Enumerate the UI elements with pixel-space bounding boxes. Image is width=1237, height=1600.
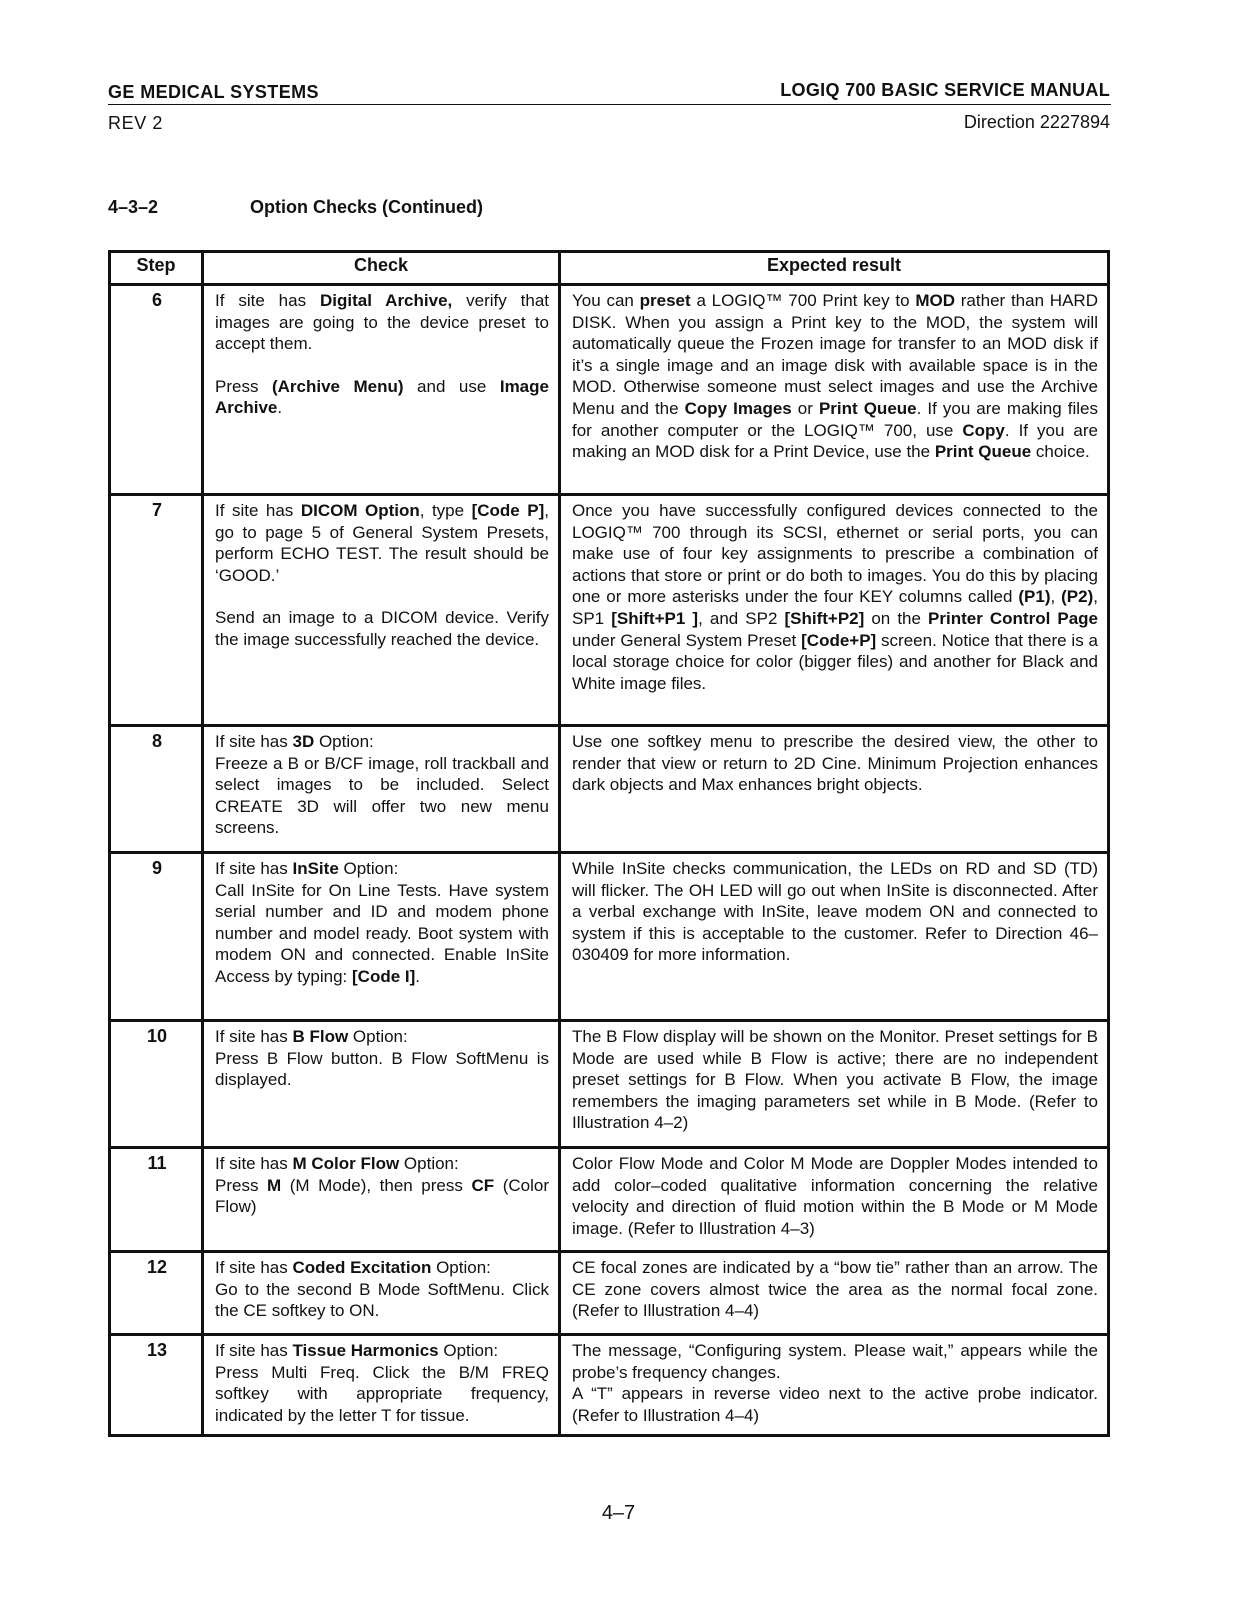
check-cell bbox=[203, 1021, 560, 1148]
check-text: Call InSite for On Line Tests. Have system serial number and ID and modem phone number and model ready. Boot system with modem ON and connected. Enable InSite Access by typing: bbox=[215, 880, 549, 986]
result-text: Printer Control Page bbox=[928, 608, 1098, 628]
check-text: Option: bbox=[314, 732, 374, 751]
page-number: 4–7 bbox=[601, 1502, 636, 1524]
header-divider bbox=[108, 104, 1111, 105]
check-text: Tissue Harmonics bbox=[292, 1341, 439, 1360]
result-cell bbox=[560, 1252, 1109, 1335]
check-text: If site has bbox=[215, 1341, 293, 1360]
result-text: The B Flow display will be shown on the Monitor. Preset settings for B Mode are used while B Flow is active; there are no independent preset settings for B Flow. When you activate B Flow, the image remembers the imaging parameters set while in B Mode. (Refer to Illustration 4–2) bbox=[572, 1027, 1098, 1133]
check-text: B Flow bbox=[292, 1027, 349, 1046]
table-header-row bbox=[110, 252, 1109, 285]
result-text: , and SP2 bbox=[698, 608, 785, 628]
check-text: Press Multi Freq. Click the B/M FREQ softkey with appropriate frequency, indicated by the letter T for tissue. bbox=[215, 1362, 549, 1425]
check-text: Press bbox=[215, 1175, 268, 1195]
step-number: 13 bbox=[110, 1335, 203, 1436]
result-text: , SP1 bbox=[572, 587, 1098, 628]
check-text: 3D bbox=[292, 732, 315, 751]
result-cell bbox=[560, 285, 1109, 495]
check-text: Option: bbox=[348, 1027, 408, 1046]
result-text: under General System Preset bbox=[572, 630, 802, 650]
manual-title: LOGIQ 700 BASIC SERVICE MANUAL bbox=[780, 80, 1110, 100]
check-text: . bbox=[415, 966, 421, 986]
step-number: 11 bbox=[110, 1148, 203, 1252]
check-cell bbox=[203, 1148, 560, 1252]
check-text: M bbox=[267, 1175, 282, 1195]
check-text: Coded Excitation bbox=[292, 1258, 432, 1277]
result-text: While InSite checks communication, the LEDs on RD and SD (TD) will flicker. The OH LED will go out when InSite is disconnected. After a verbal exchange with InSite, leave modem ON and connected to system if this is acceptable to the customer. Refer to Direction 46–030409 for more information. bbox=[572, 859, 1098, 965]
revision-label: REV 2 bbox=[108, 113, 164, 133]
check-cell bbox=[203, 726, 560, 853]
result-cell bbox=[560, 495, 1109, 726]
result-cell bbox=[560, 726, 1109, 853]
check-cell bbox=[203, 1252, 560, 1335]
result-text: on the bbox=[864, 608, 929, 628]
check-text: M Color Flow bbox=[292, 1154, 400, 1173]
table-row bbox=[110, 1335, 1109, 1436]
result-cell bbox=[560, 853, 1109, 1021]
step-number: 6 bbox=[110, 285, 203, 495]
table-row bbox=[110, 1021, 1109, 1148]
check-text: Send an image to a DICOM device. Verify the image successfully reached the device. bbox=[215, 608, 549, 649]
check-cell bbox=[203, 495, 560, 726]
check-text: [Code P] bbox=[471, 501, 545, 520]
table-row bbox=[110, 853, 1109, 1021]
result-text: A “T” appears in reverse video next to the active probe indicator. (Refer to Illustration 4–4) bbox=[572, 1384, 1098, 1425]
column-header-expected-result: Expected result bbox=[560, 252, 1109, 285]
table-row bbox=[110, 285, 1109, 495]
check-text: , go to page 5 of General System Presets, perform ECHO TEST. The result should be ‘GOOD.’ bbox=[215, 501, 549, 585]
result-text: . If you are making an MOD disk for a Print Device, use the bbox=[572, 420, 1098, 462]
check-text: DICOM Option bbox=[300, 501, 420, 520]
result-cell bbox=[560, 1335, 1109, 1436]
check-cell bbox=[203, 853, 560, 1021]
check-text: , type bbox=[419, 501, 472, 520]
result-text: You can bbox=[572, 291, 640, 310]
check-text: (Archive Menu) bbox=[271, 376, 404, 396]
result-text: Once you have successfully configured devices connected to the LOGIQ™ 700 through its SCSI, ethernet or serial ports, you can make use of four key assignments to prescribe a combination of actions that store or print or do both to images. You do this by placing one or more asterisks under the four KEY columns called bbox=[572, 501, 1098, 607]
check-text: If site has bbox=[215, 732, 293, 751]
result-text: (P1) bbox=[1018, 587, 1051, 607]
result-text: Copy Images bbox=[684, 398, 792, 418]
step-number: 9 bbox=[110, 853, 203, 1021]
result-text: [Shift+P2] bbox=[784, 608, 865, 628]
table-row bbox=[110, 726, 1109, 853]
check-text: If site has bbox=[215, 1258, 293, 1277]
check-text: Option: bbox=[338, 859, 399, 878]
result-text: screen. Notice that there is a local storage choice for color (bigger files) and another for Black and White image files. bbox=[572, 630, 1099, 693]
check-text: Option: bbox=[399, 1154, 459, 1173]
company-name: GE MEDICAL SYSTEMS bbox=[108, 82, 319, 102]
check-text: (Color Flow) bbox=[215, 1175, 549, 1217]
check-text: Go to the second B Mode SoftMenu. Click the CE softkey to ON. bbox=[215, 1279, 549, 1321]
result-text: or bbox=[791, 398, 819, 418]
result-text: Print Queue bbox=[818, 398, 917, 418]
check-text: If site has bbox=[215, 859, 293, 878]
check-text: verify that images are going to the device preset to accept them. bbox=[215, 291, 550, 354]
option-checks-table bbox=[108, 250, 1110, 1437]
check-text: Option: bbox=[438, 1341, 499, 1360]
step-number: 12 bbox=[110, 1252, 203, 1335]
result-cell bbox=[560, 1148, 1109, 1252]
step-number: 10 bbox=[110, 1021, 203, 1148]
check-text: Digital Archive, bbox=[319, 291, 453, 310]
result-text: preset bbox=[639, 291, 691, 310]
result-text: The message, “Configuring system. Please wait,” appears while the probe’s frequency changes. bbox=[572, 1341, 1098, 1382]
section-number: 4–3–2 bbox=[108, 197, 159, 217]
result-text: choice. bbox=[1031, 442, 1090, 462]
result-text: MOD bbox=[915, 291, 955, 310]
result-text: (P2) bbox=[1061, 587, 1094, 607]
result-cell bbox=[560, 1021, 1109, 1148]
direction-number: Direction 2227894 bbox=[963, 112, 1110, 132]
check-text: Image Archive bbox=[215, 376, 549, 418]
step-number: 7 bbox=[110, 495, 203, 726]
check-text: Option: bbox=[431, 1258, 491, 1277]
check-text: If site has bbox=[215, 1154, 293, 1173]
check-cell bbox=[203, 1335, 560, 1436]
check-text: CF bbox=[471, 1175, 495, 1195]
result-text: Use one softkey menu to prescribe the desired view, the other to render that view or return to 2D Cine. Minimum Projection enhances dark objects and Max enhances bright objects. bbox=[572, 732, 1098, 795]
check-text: Press B Flow button. B Flow SoftMenu is displayed. bbox=[215, 1048, 549, 1090]
result-text: Color Flow Mode and Color M Mode are Doppler Modes intended to add color–coded qualitative information concerning the relative velocity and direction of fluid motion within the B Mode or M Mode image. (Refer to Illustration 4–3) bbox=[572, 1154, 1098, 1238]
check-text: and use bbox=[403, 376, 500, 396]
result-text: [Code+P] bbox=[801, 630, 877, 650]
result-text: rather than HARD DISK. When you assign a Print key to the MOD, the system will automatically queue the Frozen image for transfer to an MOD disk if it’s a single image and an image disk with available space is in the MOD. Otherwise someone must select images and use the Archive Menu and the bbox=[572, 291, 1098, 418]
result-text: a LOGIQ™ 700 Print key to bbox=[690, 291, 916, 310]
check-text: If site has bbox=[215, 501, 301, 520]
step-number: 8 bbox=[110, 726, 203, 853]
check-text: If site has bbox=[215, 291, 320, 310]
check-text: InSite bbox=[292, 859, 339, 878]
column-header-step: Step bbox=[110, 252, 203, 285]
section-title: Option Checks (Continued) bbox=[250, 197, 483, 217]
result-text: Print Queue bbox=[934, 442, 1032, 462]
check-text: [Code I] bbox=[352, 966, 416, 986]
check-text: If site has bbox=[215, 1027, 293, 1046]
result-text: CE focal zones are indicated by a “bow tie” rather than an arrow. The CE zone covers almost twice the area as the normal focal zone. (Refer to Illustration 4–4) bbox=[572, 1258, 1098, 1321]
table-row bbox=[110, 495, 1109, 726]
check-text: Freeze a B or B/CF image, roll trackball and select images to be included. Select CREATE 3D will offer two new menu screens. bbox=[215, 753, 549, 838]
table-row bbox=[110, 1252, 1109, 1335]
check-text: Press bbox=[215, 376, 272, 396]
result-text: [Shift+P1 ] bbox=[611, 608, 699, 628]
check-text: (M Mode), then press bbox=[281, 1175, 472, 1195]
check-text: . bbox=[277, 398, 283, 418]
table-row bbox=[110, 1148, 1109, 1252]
result-text: . If you are making files for another computer or the LOGIQ™ 700, use bbox=[572, 398, 1098, 440]
column-header-check: Check bbox=[203, 252, 560, 285]
result-text: , bbox=[1050, 587, 1062, 607]
check-cell bbox=[203, 285, 560, 495]
result-text: Copy bbox=[962, 420, 1005, 440]
